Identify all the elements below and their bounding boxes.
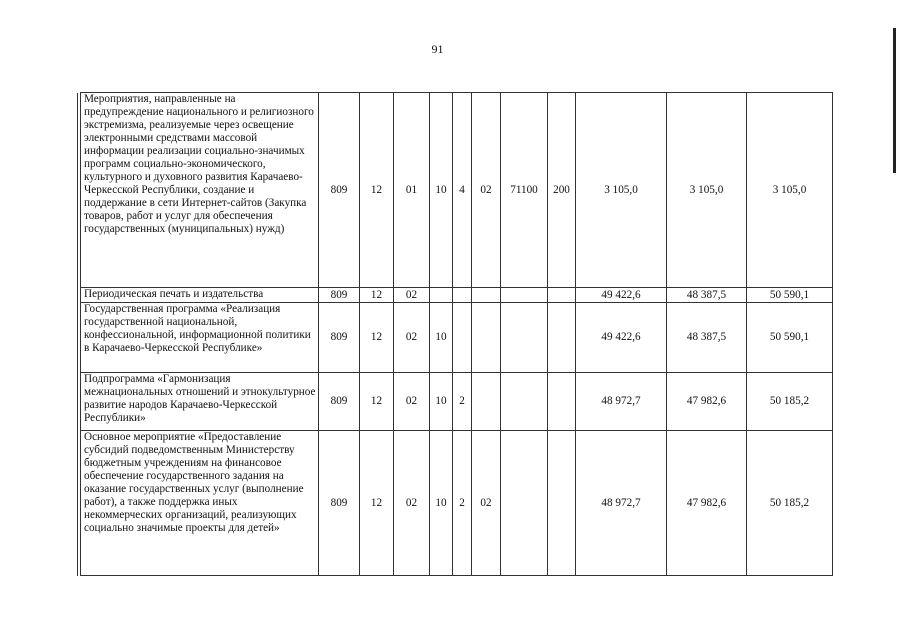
measure-code [472, 303, 501, 373]
grbs-code: 809 [319, 93, 360, 288]
direction-code [501, 288, 548, 303]
section-code: 12 [360, 431, 394, 576]
amount-year-1: 48 972,7 [576, 373, 667, 431]
direction-code [501, 303, 548, 373]
subsection-code: 02 [394, 373, 430, 431]
section-code: 12 [360, 93, 394, 288]
subsection-code: 02 [394, 288, 430, 303]
subprogram-code: 2 [453, 373, 472, 431]
section-code: 12 [360, 288, 394, 303]
row-description: Мероприятия, направленные на предупреждение национального и религиозного экстремизма, реализуемые через освещение электронными средствами массовой информации реализации социально-значимых программ социально-экономического, культурного и духовного развития Карачаево-Черкесской Республики, создание и поддержание в сети Интернет-сайтов (Закупка товаров, работ и услуг для обеспечения государственных (муниципальных) нужд) [81, 93, 319, 288]
page-number: 91 [431, 42, 444, 56]
amount-year-3: 50 590,1 [747, 303, 833, 373]
scan-edge-mark [893, 28, 896, 173]
amount-year-1: 49 422,6 [576, 288, 667, 303]
subprogram-code: 4 [453, 93, 472, 288]
table-row [78, 303, 833, 373]
measure-code [472, 288, 501, 303]
table-body [78, 93, 833, 576]
row-description: Периодическая печать и издательства [81, 288, 319, 303]
amount-year-1: 48 972,7 [576, 431, 667, 576]
amount-year-2: 47 982,6 [667, 373, 747, 431]
budget-table [77, 92, 833, 576]
direction-code [501, 431, 548, 576]
grbs-code: 809 [319, 288, 360, 303]
amount-year-2: 48 387,5 [667, 303, 747, 373]
direction-code: 71100 [501, 93, 548, 288]
row-description: Подпрограмма «Гармонизация межнациональных отношений и этнокультурное развитие народов Карачаево-Черкесской Республики» [81, 373, 319, 431]
program-code [430, 288, 453, 303]
subsection-code: 02 [394, 303, 430, 373]
expense-type-code [548, 431, 576, 576]
program-code: 10 [430, 93, 453, 288]
expense-type-code [548, 303, 576, 373]
grbs-code: 809 [319, 373, 360, 431]
expense-type-code: 200 [548, 93, 576, 288]
amount-year-3: 50 185,2 [747, 373, 833, 431]
program-code: 10 [430, 373, 453, 431]
section-code: 12 [360, 303, 394, 373]
expense-type-code [548, 373, 576, 431]
expense-type-code [548, 288, 576, 303]
amount-year-2: 47 982,6 [667, 431, 747, 576]
grbs-code: 809 [319, 431, 360, 576]
subprogram-code: 2 [453, 431, 472, 576]
table-row [78, 373, 833, 431]
amount-year-1: 49 422,6 [576, 303, 667, 373]
amount-year-1: 3 105,0 [576, 93, 667, 288]
measure-code: 02 [472, 93, 501, 288]
measure-code [472, 373, 501, 431]
subsection-code: 01 [394, 93, 430, 288]
subsection-code: 02 [394, 431, 430, 576]
table-row [78, 288, 833, 303]
program-code: 10 [430, 431, 453, 576]
amount-year-3: 50 590,1 [747, 288, 833, 303]
row-description: Государственная программа «Реализация государственной национальной, конфессиональной, информационной политики в Карачаево-Черкесской Республике» [81, 303, 319, 373]
row-description: Основное мероприятие «Предоставление субсидий подведомственным Министерству бюджетным учреждениям на финансовое обеспечение государственного задания на оказание государственных услуг (выполнение работ), а также поддержка иных некоммерческих организаций, реализующих социально значимые проекты для детей» [81, 431, 319, 576]
amount-year-3: 3 105,0 [747, 93, 833, 288]
program-code: 10 [430, 303, 453, 373]
amount-year-2: 3 105,0 [667, 93, 747, 288]
amount-year-3: 50 185,2 [747, 431, 833, 576]
subprogram-code [453, 288, 472, 303]
table-row [78, 431, 833, 576]
direction-code [501, 373, 548, 431]
grbs-code: 809 [319, 303, 360, 373]
section-code: 12 [360, 373, 394, 431]
subprogram-code [453, 303, 472, 373]
amount-year-2: 48 387,5 [667, 288, 747, 303]
measure-code: 02 [472, 431, 501, 576]
table-row [78, 93, 833, 288]
